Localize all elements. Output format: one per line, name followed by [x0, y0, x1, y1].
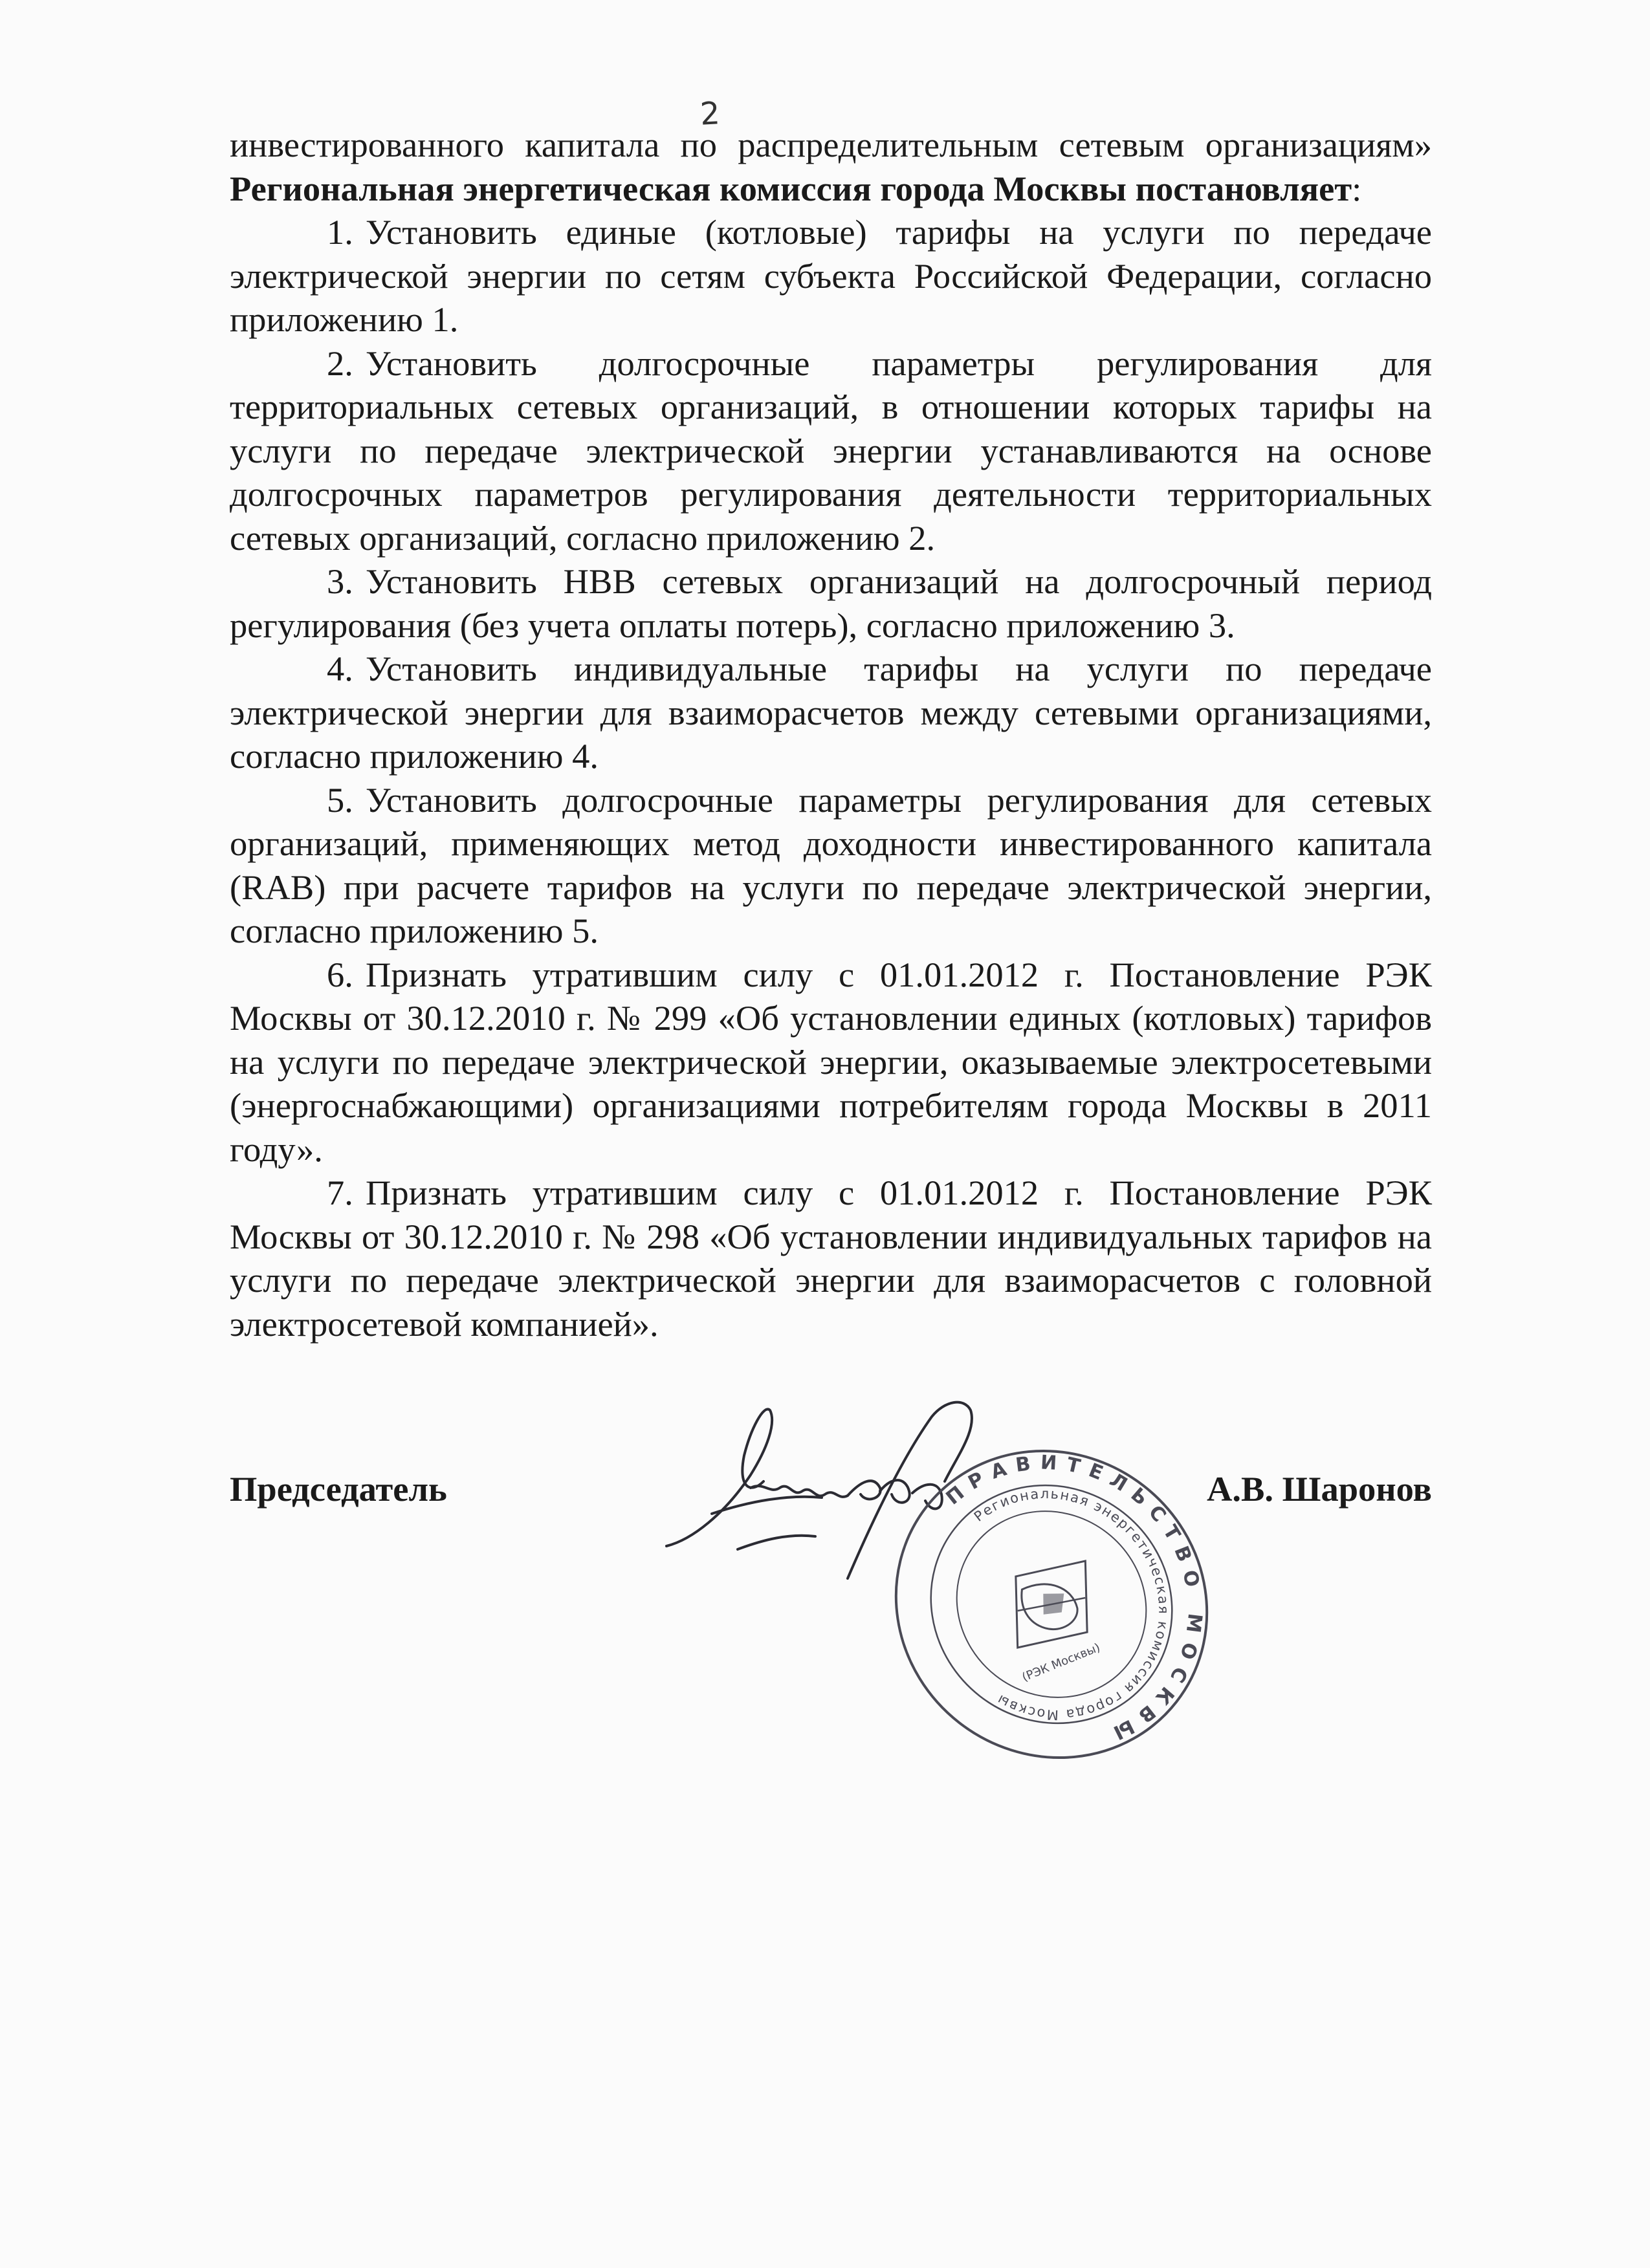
svg-text:ПРАВИТЕЛЬСТВО МОСКВЫ: ПРАВИТЕЛЬСТВО МОСКВЫ: [941, 1451, 1207, 1748]
svg-text:(РЭК Москвы): (РЭК Москвы): [1020, 1641, 1103, 1685]
signatory-title: Председатель: [230, 1469, 447, 1509]
item-number: 1.: [327, 212, 353, 252]
item-text: Установить долгосрочные параметры регулирования для территориальных сетевых организаций, в отношении которых тарифы на услуги по передаче электрической энергии устанавливаются на основе долгосрочных параметров регулирования деятельности территориальных сетевых организаций, согласно приложению 2.: [230, 343, 1432, 558]
list-item: [230, 210, 1432, 342]
list-item: [230, 953, 1432, 1172]
list-item: [230, 342, 1432, 560]
intro-text: инвестированного капитала по распределительным сетевым организациям»: [230, 125, 1432, 164]
item-number: 7.: [327, 1173, 353, 1212]
signatory-name: А.В. Шаронов: [1207, 1469, 1432, 1509]
item-number: 6.: [327, 954, 353, 994]
intro-bold-text: Региональная энергетическая комиссия города Москвы постановляет: [230, 168, 1352, 208]
item-text: Установить индивидуальные тарифы на услуги по передаче электрической энергии для взаиморасчетов между сетевыми организациями, согласно приложению 4.: [230, 649, 1432, 776]
item-text: Признать утратившим силу с 01.01.2012 г. Постановление РЭК Москвы от 30.12.2010 г. № 299 «Об установлении единых (котловых) тарифов на услуги по передаче электрической энергии, оказываемые электросетевыми (энергоснабжающими) организациями потребителям города Москвы в 2011 году».: [230, 954, 1432, 1169]
item-text: Установить единые (котловые) тарифы на услуги по передаче электрической энергии по сетям субъекта Российской Федерации, согласно приложению 1.: [230, 212, 1432, 339]
list-item: [230, 560, 1432, 647]
item-text: Установить НВВ сетевых организаций на долгосрочный период регулирования (без учета оплаты потерь), согласно приложению 3.: [230, 562, 1432, 645]
official-stamp: [883, 1449, 1220, 1760]
item-number: 4.: [327, 649, 353, 688]
svg-text:Региональная энергетическая ко: Региональная энергетическая комиссия города Москвы: [971, 1486, 1172, 1723]
page-number: 2: [699, 95, 721, 133]
intro-paragraph: [230, 123, 1432, 210]
item-text: Установить долгосрочные параметры регулирования для сетевых организаций, применяющих метод доходности инвестированного капитала (RAB) при расчете тарифов на услуги по передаче электрической энергии, согласно приложению 5.: [230, 780, 1432, 950]
document-body: [230, 123, 1432, 1346]
item-number: 3.: [327, 562, 353, 601]
list-item: [230, 647, 1432, 778]
item-number: 5.: [327, 780, 353, 820]
list-item: [230, 778, 1432, 953]
intro-colon: :: [1352, 168, 1362, 208]
item-text: Признать утратившим силу с 01.01.2012 г. Постановление РЭК Москвы от 30.12.2010 г. № 298 «Об установлении индивидуальных тарифов на услуги по передаче электрической энергии для взаиморасчетов с головной электросетевой компанией».: [230, 1173, 1432, 1344]
item-number: 2.: [327, 343, 353, 383]
list-item: [230, 1171, 1432, 1346]
